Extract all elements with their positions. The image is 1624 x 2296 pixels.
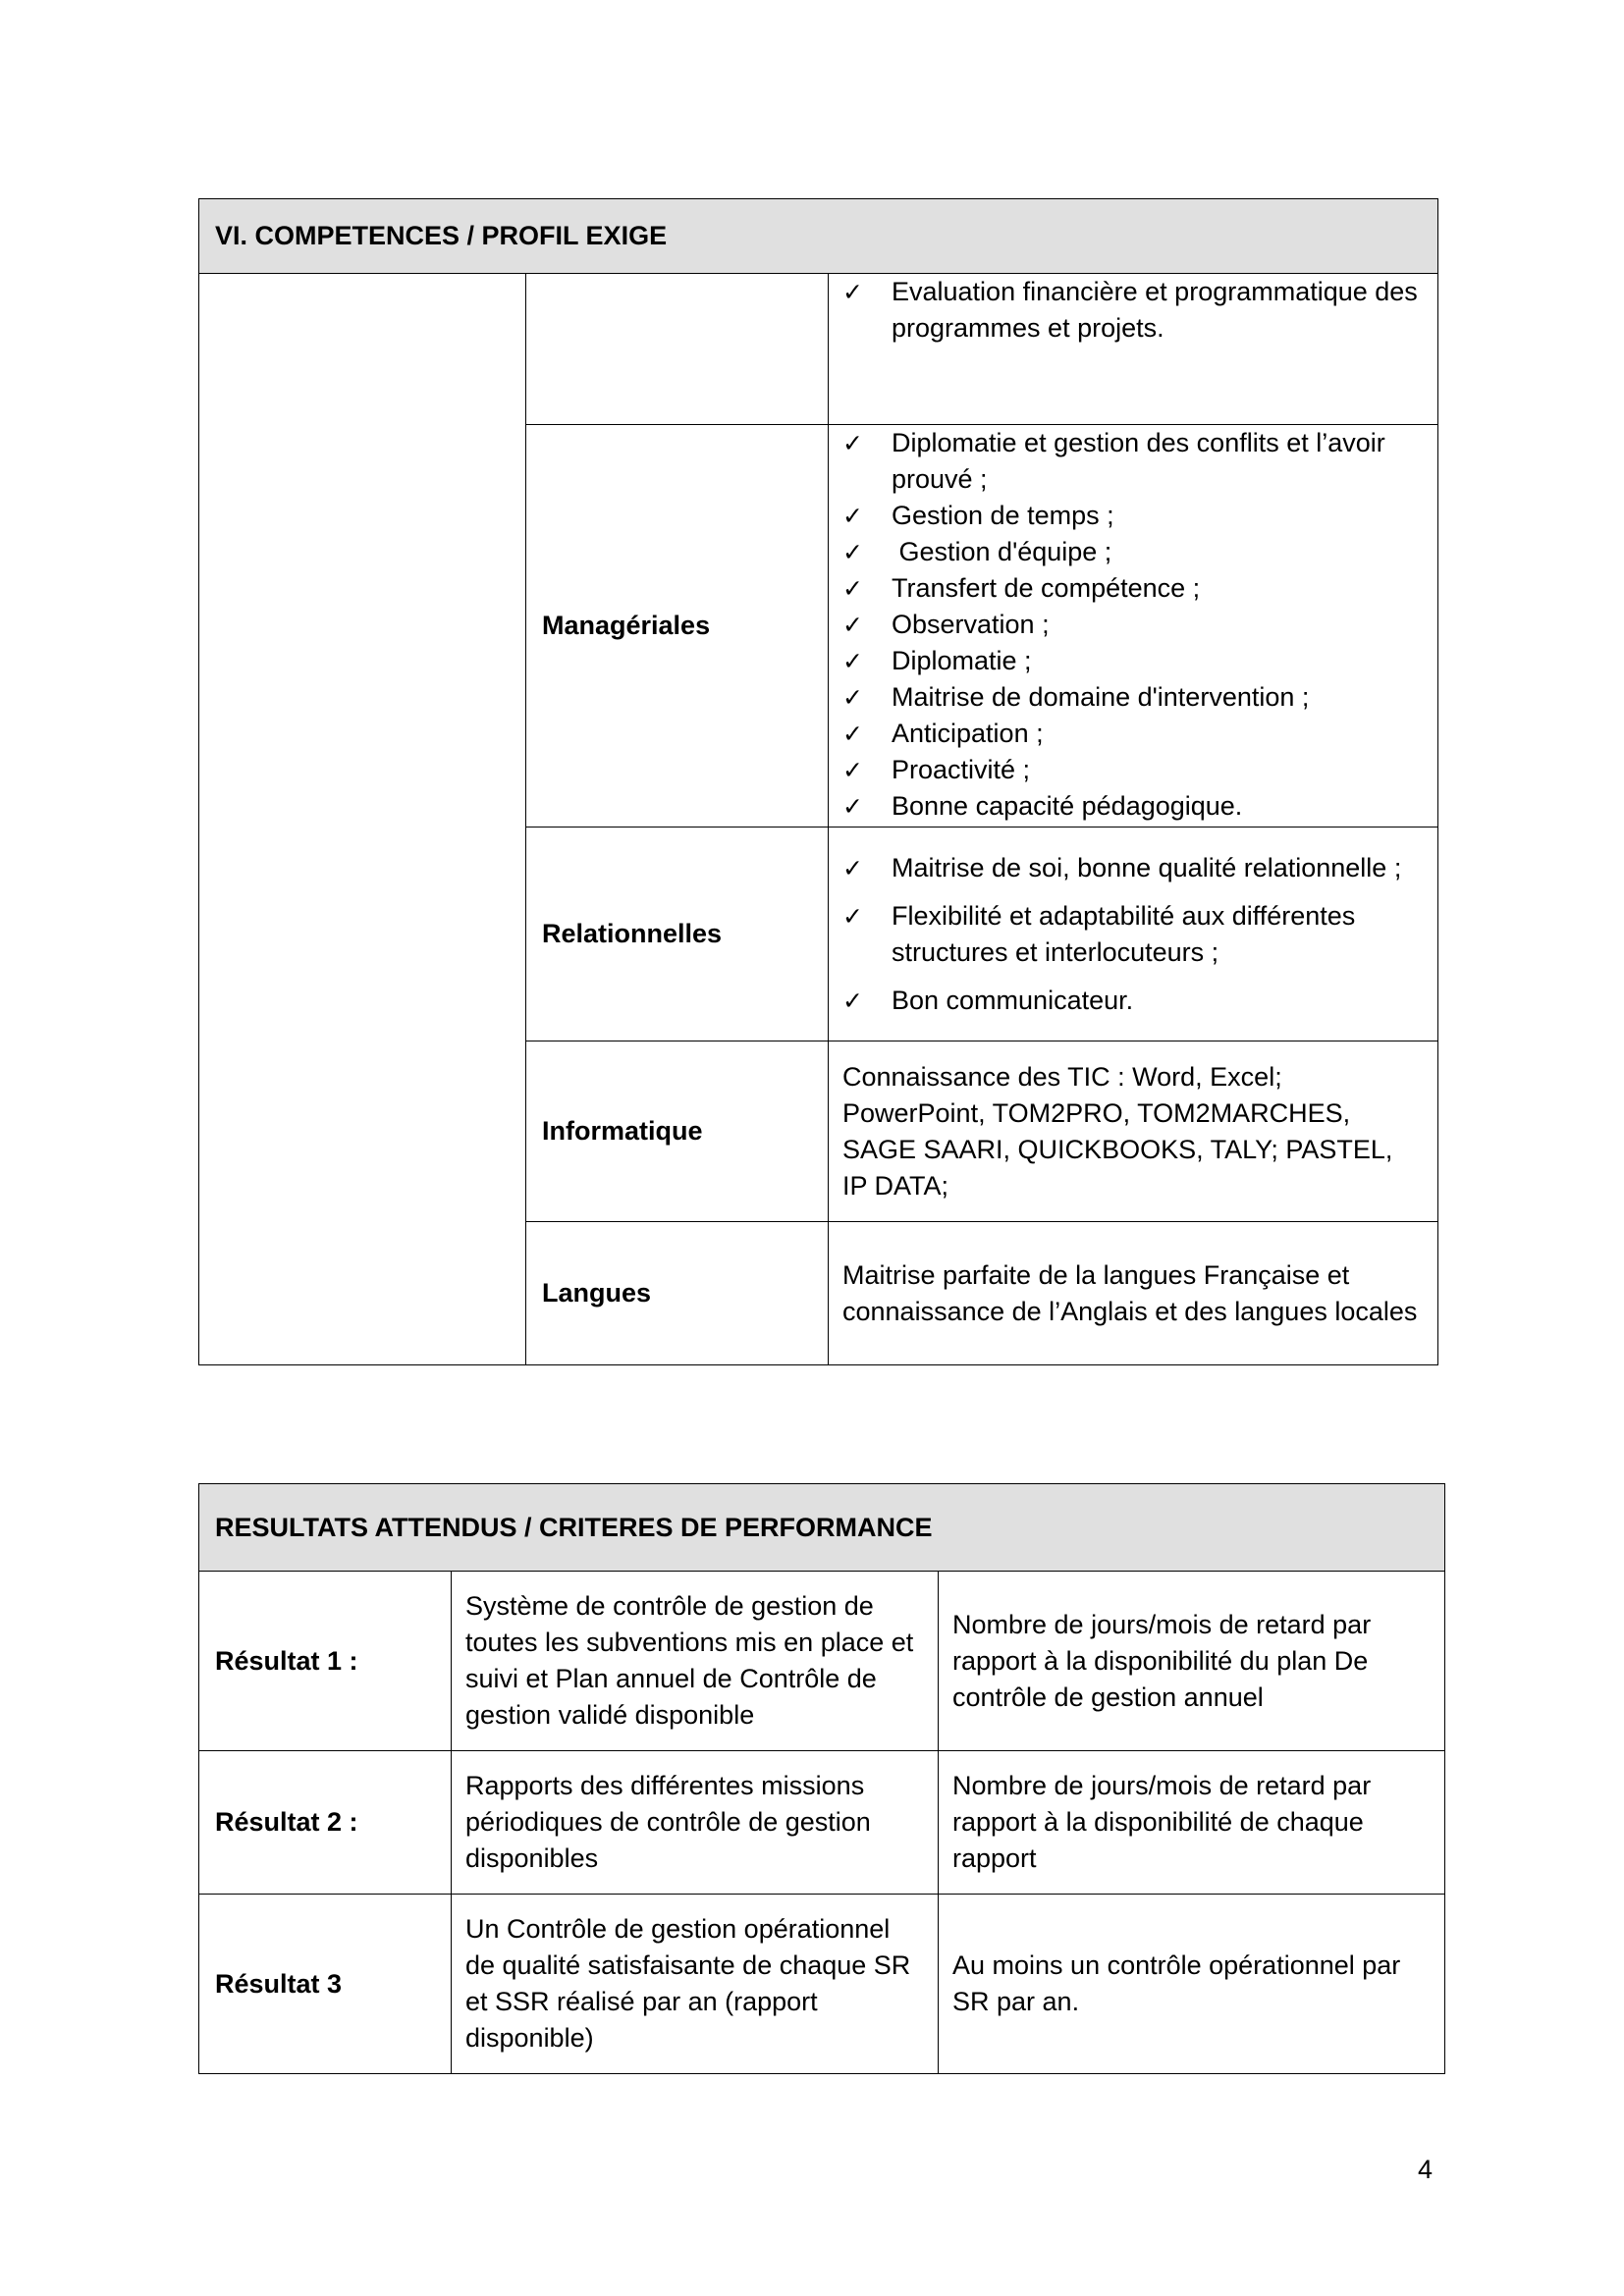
resultat-critere: Au moins un contrôle opérationnel par SR par an. (939, 1895, 1445, 2074)
resultats-table (198, 1483, 1445, 2074)
competence-items-evaluation (829, 274, 1438, 425)
list-item: ✓ Maitrise de soi, bonne qualité relationnelle ; (829, 850, 1437, 886)
list-item: ✓ Evaluation financière et programmatique des programmes et projets. (829, 274, 1437, 347)
check-icon: ✓ (842, 683, 863, 712)
resultat-description: Un Contrôle de gestion opérationnel de qualité satisfaisante de chaque SR et SSR réalisé par an (rapport disponible) (452, 1895, 939, 2074)
competences-title: VI. COMPETENCES / PROFIL EXIGE (199, 199, 1438, 274)
competence-label-it: Informatique (526, 1041, 829, 1222)
list-item: ✓ Gestion de temps ; (829, 498, 1437, 534)
check-list (829, 425, 1437, 825)
check-icon: ✓ (842, 853, 863, 882)
resultat-label: Résultat 1 : (199, 1572, 452, 1751)
resultat-critere: Nombre de jours/mois de retard par rapport à la disponibilité de chaque rapport (939, 1751, 1445, 1895)
resultat-label: Résultat 3 (199, 1895, 452, 2074)
resultat-label: Résultat 2 : (199, 1751, 452, 1895)
check-icon: ✓ (842, 792, 863, 821)
resultat-critere: Nombre de jours/mois de retard par rapport à la disponibilité du plan De contrôle de gestion annuel (939, 1572, 1445, 1751)
competences-empty-column (199, 274, 526, 1365)
list-item: ✓ Anticipation ; (829, 716, 1437, 752)
check-icon: ✓ (842, 720, 863, 748)
competence-label-empty (526, 274, 829, 425)
check-list (829, 850, 1437, 1019)
competence-label-managerial: Managériales (526, 425, 829, 828)
resultat-description: Système de contrôle de gestion de toutes les subventions mis en place et suivi et Plan annuel de Contrôle de gestion validé disponible (452, 1572, 939, 1751)
competence-text-languages: Maitrise parfaite de la langues Française et connaissance de l’Anglais et des langues locales (829, 1222, 1438, 1365)
check-icon: ✓ (842, 429, 863, 457)
list-item: ✓ Diplomatie ; (829, 643, 1437, 679)
check-list (829, 274, 1437, 347)
page-number: 4 (1418, 2155, 1434, 2184)
check-icon: ✓ (842, 986, 863, 1015)
list-item: ✓ Proactivité ; (829, 752, 1437, 788)
list-item: ✓ Flexibilité et adaptabilité aux différentes structures et interlocuteurs ; (829, 898, 1437, 971)
competence-label-relational: Relationnelles (526, 828, 829, 1041)
check-icon: ✓ (842, 538, 863, 566)
check-icon: ✓ (842, 901, 863, 931)
list-item: ✓ Transfert de compétence ; (829, 570, 1437, 607)
check-icon: ✓ (842, 574, 863, 603)
resultat-description: Rapports des différentes missions périodiques de contrôle de gestion disponibles (452, 1751, 939, 1895)
list-item: ✓ Bon communicateur. (829, 983, 1437, 1019)
competence-text-it: Connaissance des TIC : Word, Excel; PowerPoint, TOM2PRO, TOM2MARCHES, SAGE SAARI, QUICKBOOKS, TALY; PASTEL, IP DATA; (829, 1041, 1438, 1222)
check-icon: ✓ (842, 278, 863, 306)
competence-items-relational (829, 828, 1438, 1041)
list-item: ✓ Maitrise de domaine d'intervention ; (829, 679, 1437, 716)
list-item: ✓ Observation ; (829, 607, 1437, 643)
competence-label-languages: Langues (526, 1222, 829, 1365)
competence-items-managerial (829, 425, 1438, 828)
check-icon: ✓ (842, 756, 863, 784)
list-item: ✓ Bonne capacité pédagogique. (829, 788, 1437, 825)
list-item: ✓ Diplomatie et gestion des conflits et l’avoir prouvé ; (829, 425, 1437, 498)
check-icon: ✓ (842, 647, 863, 675)
check-icon: ✓ (842, 611, 863, 639)
competences-table (198, 198, 1438, 1365)
list-item: ✓ Gestion d'équipe ; (829, 534, 1437, 570)
check-icon: ✓ (842, 502, 863, 530)
resultats-title: RESULTATS ATTENDUS / CRITERES DE PERFORMANCE (199, 1484, 1445, 1572)
